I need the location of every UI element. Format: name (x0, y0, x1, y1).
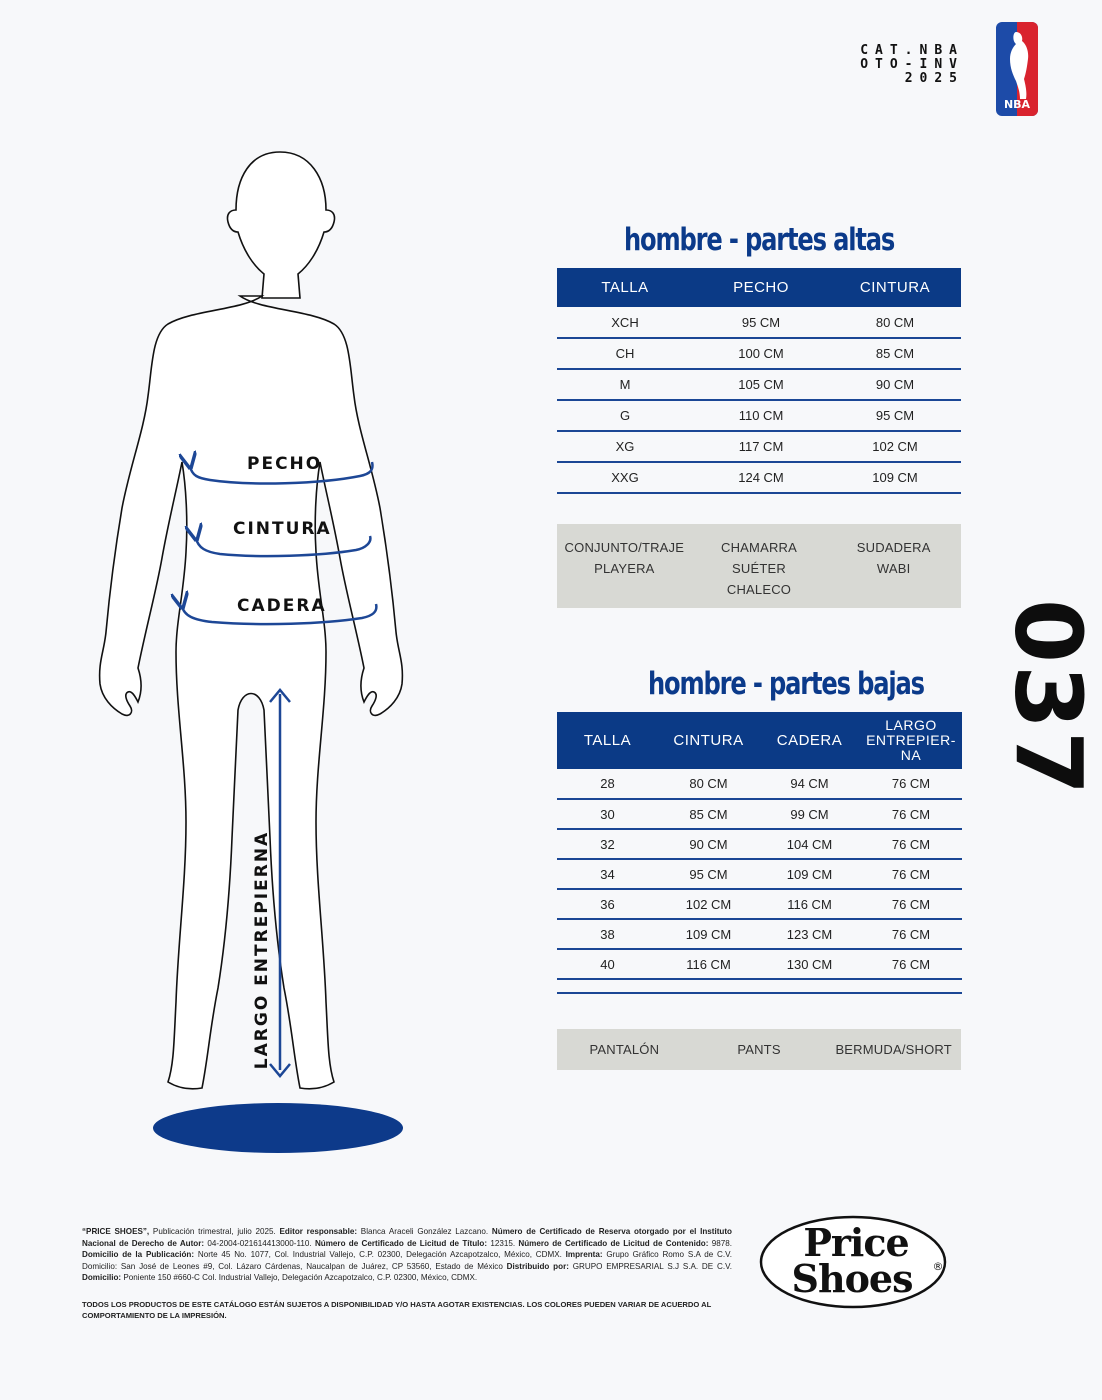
cell-size: 28 (557, 769, 658, 799)
body-outline (100, 296, 403, 1089)
bottoms-header-row (557, 712, 962, 769)
cell-size: XXG (557, 462, 693, 493)
price-shoes-logo (758, 1214, 948, 1310)
cell-waist: 80 CM (658, 769, 759, 799)
table-row (557, 859, 962, 889)
cell-chest: 124 CM (693, 462, 829, 493)
tops-header-waist: CINTURA (829, 268, 961, 307)
cell-waist: 85 CM (829, 338, 961, 369)
legal-part: 12315. (487, 1238, 519, 1248)
cell-inseam: 76 CM (860, 889, 962, 919)
legal-part: Imprenta: (565, 1250, 603, 1259)
head-outline (227, 152, 334, 298)
legal-part: Grupo Gráfico Romo S.A de C.V. Domicilio: San José de Leones #9, Col. Lázaro Cárdenas, Naucalpan de Juárez, CP 53560, Estado de México (82, 1250, 732, 1271)
legal-part: GRUPO EMPRESARIAL S.J S.A. DE C.V. (568, 1261, 732, 1271)
table-row (557, 919, 962, 949)
legal-part: Número de Certificado de Reserva otorgado por el Instituto Nacional de Derecho de Autor: (82, 1227, 732, 1248)
tops-header-row (557, 268, 961, 307)
bottoms-title: hombre - partes bajas (648, 666, 924, 702)
tops-garment-band (557, 524, 961, 608)
bottoms-garment-band (557, 1029, 961, 1070)
table-row (557, 799, 962, 829)
legal-part: 9878. (708, 1238, 732, 1248)
table-row (557, 889, 962, 919)
cell-inseam: 76 CM (860, 829, 962, 859)
table-row (557, 431, 961, 462)
garment-label: CHAMARRA (721, 540, 797, 555)
cell-inseam: 76 CM (860, 799, 962, 829)
legal-part: Número de Certificado de Licitud de Título: (314, 1238, 488, 1248)
cell-size: 38 (557, 919, 658, 949)
disclaimer-text: TODOS LOS PRODUCTOS DE ESTE CATÁLOGO ESTÁN SUJETOS A DISPONIBILIDAD Y/O HASTA AGOTAR EXISTENCIAS. LOS COLORES PUEDEN VARIAR DE ACUERDO AL COMPORTAMIENTO DE LA IMPRESIÓN. (82, 1300, 712, 1320)
garment-label: SUDADERA (856, 540, 931, 555)
cell-waist: 102 CM (658, 889, 759, 919)
cell-hip: 99 CM (759, 799, 860, 829)
cell-waist: 85 CM (658, 799, 759, 829)
table-row (557, 462, 961, 493)
cell-waist: 80 CM (829, 307, 961, 338)
cell-inseam: 76 CM (860, 769, 962, 799)
cell-waist: 116 CM (658, 949, 759, 979)
catalog-line-3: 2025 (904, 71, 964, 86)
logo-word-price: Price (803, 1220, 909, 1265)
cell-waist: 109 CM (658, 919, 759, 949)
cell-waist: 90 CM (829, 369, 961, 400)
cell-hip: 116 CM (759, 889, 860, 919)
garment-label: CHALECO (726, 582, 792, 597)
cell-size: 32 (557, 829, 658, 859)
garment-label: PANTS (737, 1042, 781, 1057)
legal-part: 04-2004-021614413000-110. (204, 1238, 315, 1248)
legal-part: Distribuido por: (506, 1261, 569, 1271)
tops-header-chest: PECHO (693, 268, 829, 307)
chest-label: PECHO (247, 454, 323, 474)
garment-label: PLAYERA (594, 561, 655, 576)
cell-chest: 110 CM (693, 400, 829, 431)
cell-size: 30 (557, 799, 658, 829)
legal-part: “PRICE SHOES”, (82, 1227, 150, 1236)
garment-label: WABI (876, 561, 911, 576)
tops-size-table (557, 268, 961, 494)
cell-waist: 95 CM (658, 859, 759, 889)
cell-size: XG (557, 431, 693, 462)
bottoms-header-inseam: LARGO ENTREPIER-NA (860, 712, 962, 769)
bottoms-header-waist: CINTURA (658, 712, 759, 769)
cell-hip: 130 CM (759, 949, 860, 979)
table-row-blank (557, 979, 962, 993)
garment-label: PANTALÓN (589, 1042, 660, 1057)
garment-label: BERMUDA/SHORT (835, 1042, 952, 1057)
legal-part: Publicación trimestral, julio 2025. (149, 1227, 280, 1236)
cell-waist: 102 CM (829, 431, 961, 462)
table-row (557, 400, 961, 431)
catalog-line-1: CAT.NBA (860, 43, 964, 58)
cell-waist: 95 CM (829, 400, 961, 431)
cell-waist: 90 CM (658, 829, 759, 859)
table-row (557, 829, 962, 859)
table-row (557, 369, 961, 400)
cell-inseam: 76 CM (860, 949, 962, 979)
tops-title: hombre - partes altas (624, 222, 895, 258)
logo-word-shoes: Shoes (791, 1256, 913, 1301)
cell-chest: 117 CM (693, 431, 829, 462)
table-row (557, 769, 962, 799)
cell-inseam: 76 CM (860, 919, 962, 949)
cell-inseam: 76 CM (860, 859, 962, 889)
table-row (557, 949, 962, 979)
bottoms-header-hip: CADERA (759, 712, 860, 769)
page-number: 037 (994, 598, 1102, 798)
bottoms-header-size: TALLA (557, 712, 658, 769)
catalog-line-2: OTO-INV (860, 57, 964, 72)
table-row (557, 338, 961, 369)
legal-part: Poniente 150 #660-C Col. Industrial Vallejo, Delegación Azcapotzalco, C.P. 02300, México, CDMX. (121, 1273, 478, 1282)
legal-part: Domicilio: (82, 1273, 122, 1282)
legal-part: Domicilio de la Publicación: (82, 1250, 195, 1259)
cell-size: 36 (557, 889, 658, 919)
garment-label: CONJUNTO/TRAJE (564, 540, 685, 555)
hip-label: CADERA (237, 596, 327, 616)
inseam-label: LARGO ENTREPIERNA (252, 830, 272, 1070)
tops-header-size: TALLA (557, 268, 693, 307)
cell-hip: 123 CM (759, 919, 860, 949)
nba-logo-text: NBA (1003, 98, 1031, 111)
cell-chest: 95 CM (693, 307, 829, 338)
tops-garment-col-2 (692, 537, 827, 608)
cell-size: CH (557, 338, 693, 369)
table-row (557, 307, 961, 338)
tops-garment-col-1 (557, 537, 692, 608)
cell-size: 34 (557, 859, 658, 889)
tops-garment-col-3 (826, 537, 961, 608)
nba-logo (996, 22, 1038, 116)
cell-waist: 109 CM (829, 462, 961, 493)
cell-size: G (557, 400, 693, 431)
cell-hip: 109 CM (759, 859, 860, 889)
catalog-label (860, 44, 964, 86)
legal-part: Norte 45 No. 1077, Col. Industrial Vallejo, C.P. 02300, Delegación Azcapotzalco, México, CDMX. (194, 1250, 566, 1259)
cell-hip: 94 CM (759, 769, 860, 799)
garment-label: SUÉTER (732, 561, 786, 576)
legal-part: Editor responsable: (279, 1227, 358, 1236)
floor-base (153, 1103, 403, 1153)
bottoms-size-table (557, 712, 962, 994)
body-figure (60, 140, 500, 1160)
cell-size: XCH (557, 307, 693, 338)
legal-notice (82, 1226, 732, 1284)
waist-label: CINTURA (233, 519, 332, 539)
cell-hip: 104 CM (759, 829, 860, 859)
cell-chest: 105 CM (693, 369, 829, 400)
legal-part: Número de Certificado de Licitud de Contenido: (518, 1238, 709, 1248)
cell-size: M (557, 369, 693, 400)
legal-part: Blanca Araceli González Lazcano. (357, 1227, 492, 1236)
registered-mark: ® (932, 1260, 944, 1273)
cell-chest: 100 CM (693, 338, 829, 369)
cell-size: 40 (557, 949, 658, 979)
